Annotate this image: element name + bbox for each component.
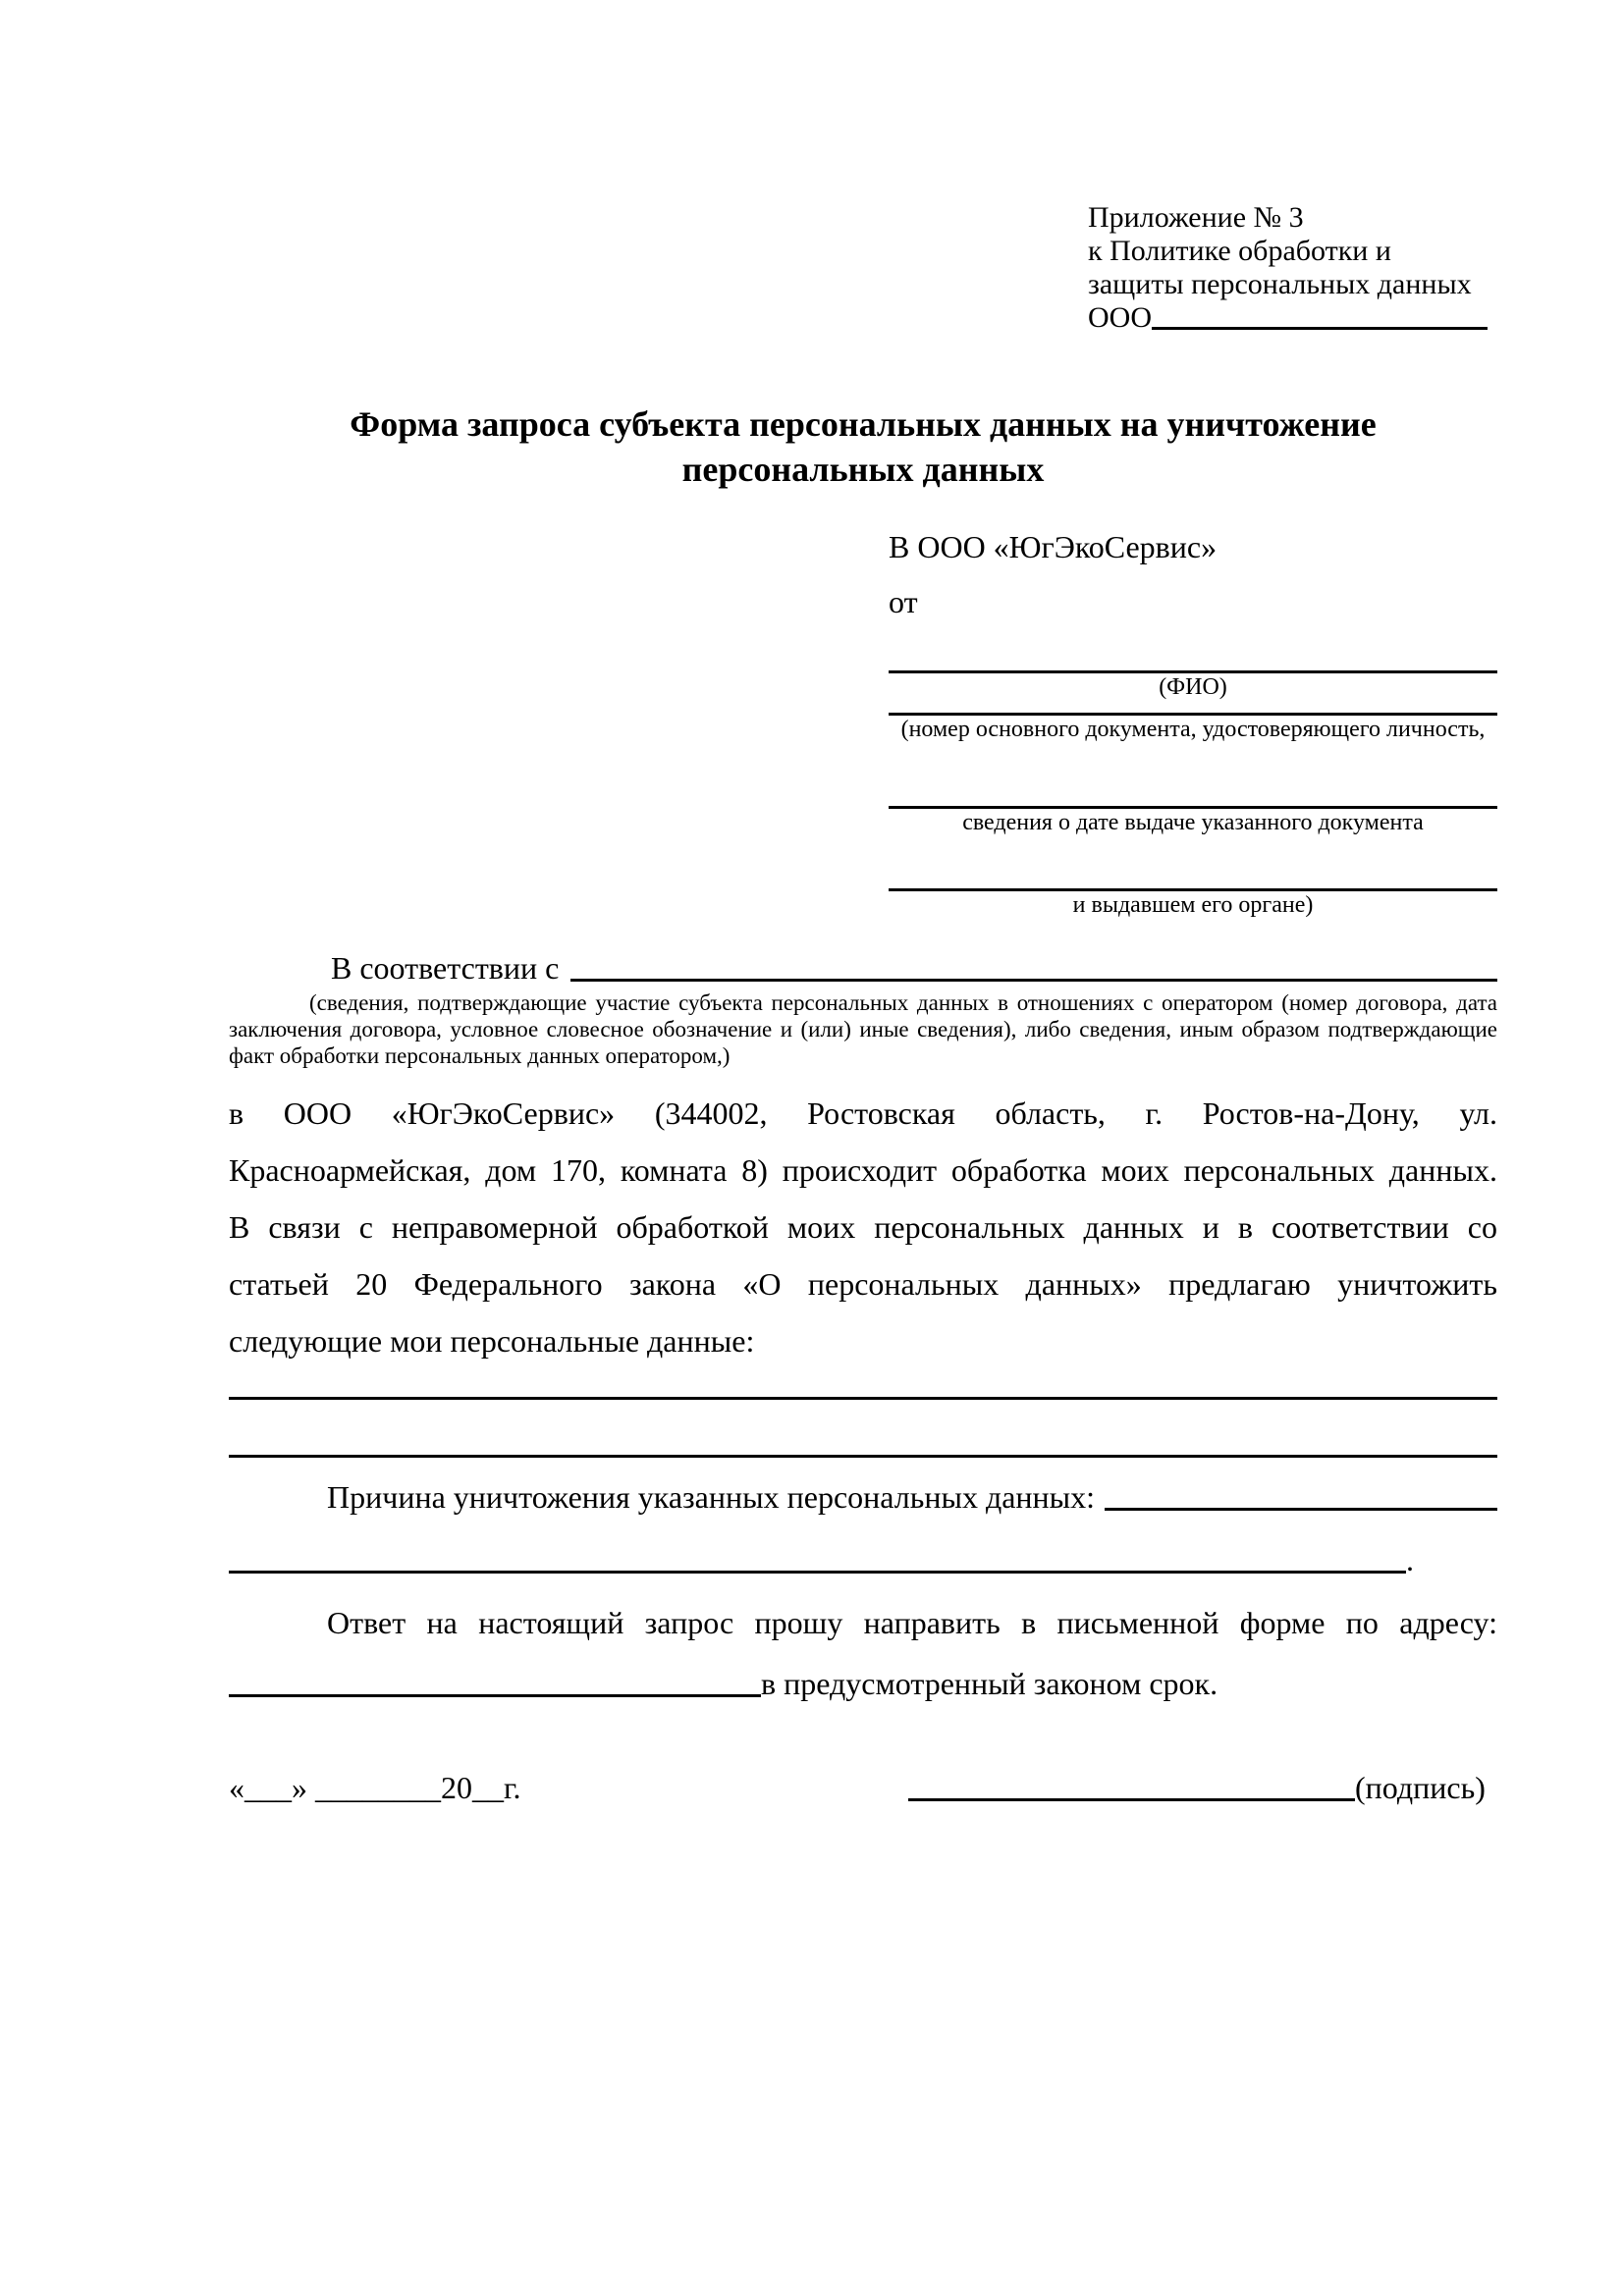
footer-row [229,1768,1497,1807]
signature-blank-line [908,1768,1355,1801]
org-prefix: ООО [1088,301,1152,334]
body-line: статьей 20 Федерального закона «О персональных данных» предлагаю уничтожить [229,1266,1497,1302]
policy-reference-line-2: защиты персональных данных [1088,268,1472,300]
body-line: следующие мои персональные данные: [229,1323,755,1359]
reason-blank-line [1105,1477,1497,1511]
response-tail-row [229,1664,1497,1703]
addressee-organization: В ООО «ЮгЭкоСервис» [889,529,1218,564]
addressee-block [889,527,1497,919]
doc-number-caption: (номер основного документа, удостоверяющего личность, [900,717,1486,742]
org-name-row [1088,301,1488,335]
reason-label: Причина уничтожения указанных персональных данных: [327,1479,1096,1515]
body-line: в ООО «ЮгЭкоСервис» (344002, Ростовская область, г. Ростов-на-Дону, ул. [229,1095,1497,1131]
reason-continuation-row [229,1540,1414,1579]
body-line: В связи с неправомерной обработкой моих персональных данных и в соответствии со [229,1209,1497,1245]
org-name-blank-line [1152,301,1488,330]
reason-continuation-blank-line [229,1540,1406,1574]
personal-data-blank-line-1 [229,1397,1497,1400]
doc-number-blank-line [889,701,1497,716]
accordance-blank-line [570,948,1497,982]
fio-blank-line [889,621,1497,673]
issue-date-blank-line [889,743,1497,809]
from-label: от [889,584,918,619]
signature-group [908,1768,1497,1807]
accordance-row [229,948,1497,988]
issue-date-caption: сведения о дате выдаче указанного документа [962,810,1424,835]
reason-row [229,1477,1497,1517]
response-paragraph: Ответ на настоящий запрос прошу направить в письменной форме по адресу: [327,1605,1497,1640]
personal-data-blank-line-2 [229,1455,1497,1458]
policy-reference-line-1: к Политике обработки и [1088,235,1391,267]
form-title-line-2: персональных данных [681,450,1045,489]
appendix-number-line: Приложение № 3 [1088,201,1304,234]
body-line: Красноармейская, дом 170, комната 8) происходит обработка моих персональных данных. [229,1152,1497,1188]
fio-caption: (ФИО) [1159,674,1227,700]
date-blank-text: «___» ________20__г. [229,1770,521,1805]
form-title-line-1: Форма запроса субъекта персональных данных на уничтожение [350,404,1377,444]
body-paragraph [229,1085,1497,1369]
reason-line-terminator: . [1406,1542,1414,1577]
signature-caption: (подпись) [1355,1770,1486,1805]
response-tail-text: в предусмотренный законом срок. [761,1666,1218,1701]
issuing-authority-blank-line [889,836,1497,891]
header-note [1088,201,1488,335]
address-blank-line [229,1664,761,1697]
form-title [229,401,1497,492]
issuing-authority-caption: и выдавшем его органе) [1072,892,1314,918]
accordance-footnote: (сведения, подтверждающие участие субъекта персональных данных в отношениях с оператором (номер договора, дата заключения договора, условное словесное обозначение и (или) иные сведения), либо сведения, иным образом подтверждающие факт обработки персональных данных оператором,) [229,990,1497,1068]
accordance-label: В соответствии с [331,950,560,986]
